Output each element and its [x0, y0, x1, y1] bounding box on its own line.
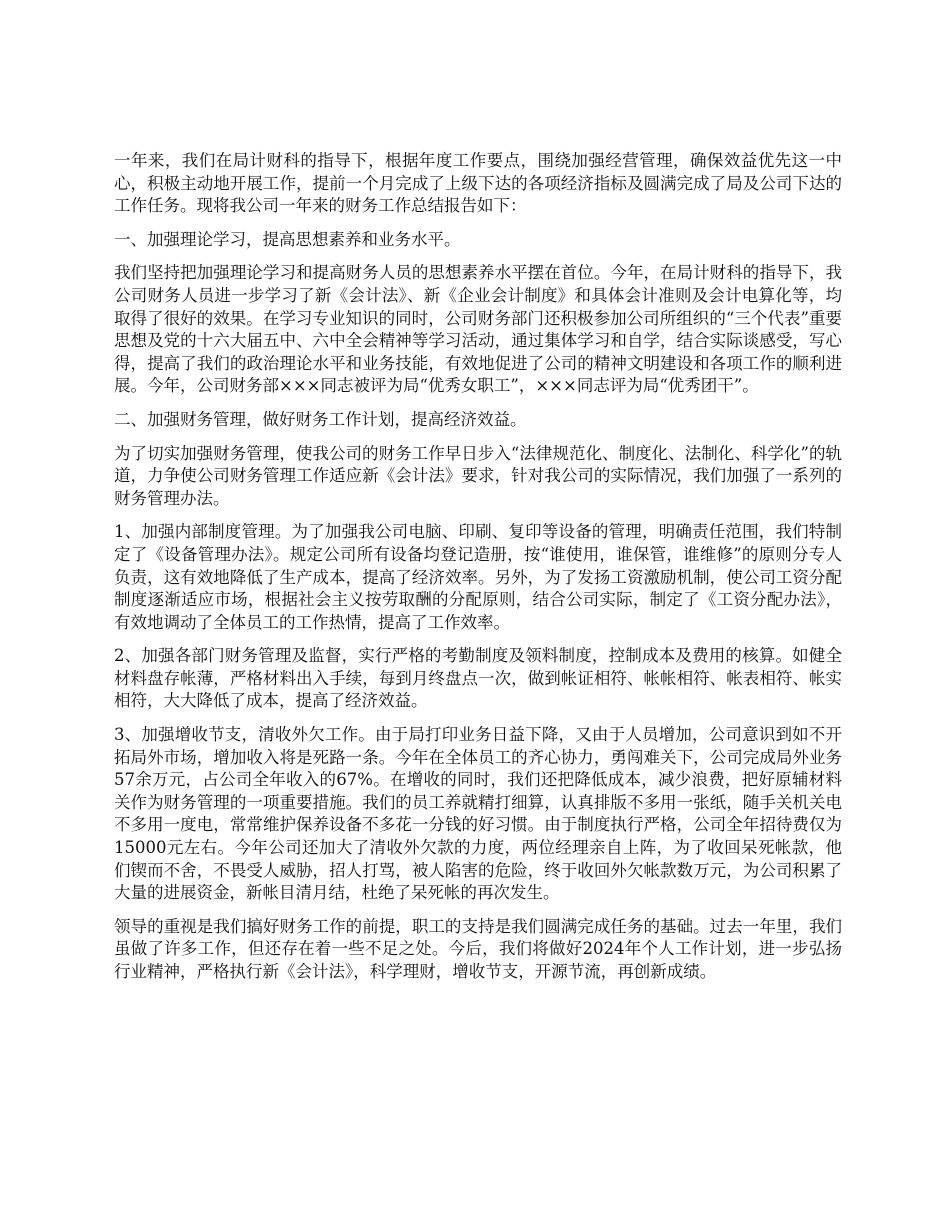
item-3-paragraph: 3、加强增收节支，清收外欠工作。由于局打印业务日益下降，又由于人员增加，公司意识到如不开拓局外市场，增加收入将是死路一条。今年在全体员工的齐心协力，勇闯难关下，公司完成局外业务57余万元，占公司全年收入的67%。在增收的同时，我们还把降低成本，减少浪费，把好原辅材料关作为财务管理的一项重要措施。我们的员工养就精打细算，认真排版不多用一张纸，随手关机关电不多用一度电，常常维护保养设备不多花一分钱的好习惯。由于制度执行严格，公司全年招待费仅为15000元左右。今年公司还加大了清收外欠款的力度，两位经理亲自上阵，为了收回呆死帐款，他们锲而不舍，不畏受人威胁，招人打骂，被人陷害的危险，终于收回外欠帐款数万元，为公司积累了大量的进展资金，新帐目清月结，杜绝了呆死帐的再次发生。 [114, 725, 842, 903]
item-2-paragraph: 2、加强各部门财务管理及监督，实行严格的考勤制度及领料制度，控制成本及费用的核算。如健全材料盘存帐薄，严格材料出入手续，每到月终盘点一次，做到帐证相符、帐帐相符、帐表相符、帐实相符，大大降低了成本，提高了经济效益。 [114, 646, 842, 711]
intro-paragraph: 一年来，我们在局计财科的指导下，根据年度工作要点，围绕加强经营管理，确保效益优先这一中心，积极主动地开展工作，提前一个月完成了上级下达的各项经济指标及圆满完成了局及公司下达的工作任务。现将我公司一年来的财务工作总结报告如下： [114, 151, 842, 216]
section-heading-1: 一、加强理论学习，提高思想素养和业务水平。 [114, 229, 461, 249]
section-1-paragraph: 我们坚持把加强理论学习和提高财务人员的思想素养水平摆在首位。今年，在局计财科的指导下，我公司财务人员进一步学习了新《会计法》、新《企业会计制度》和具体会计准则及会计电算化等，均取得了很好的效果。在学习专业知识的同时，公司财务部门还积极参加公司所组织的“三个代表”重要思想及党的十六大届五中、六中全会精神等学习活动，通过集体学习和自学，结合实际谈感受，写心得，提高了我们的政治理论水平和业务技能，有效地促进了公司的精神文明建设和各项工作的顺利进展。今年，公司财务部×××同志被评为局“优秀女职工”，×××同志评为局“优秀团干”。 [114, 263, 842, 396]
section-2-intro-paragraph: 为了切实加强财务管理，使我公司的财务工作早日步入“法律规范化、制度化、法制化、科学化”的轨道，力争使公司财务管理工作适应新《会计法》要求，针对我公司的实际情况，我们加强了一系列的财务管理办法。 [114, 443, 842, 508]
item-1-paragraph: 1、加强内部制度管理。为了加强我公司电脑、印刷、复印等设备的管理，明确责任范围，我们特制定了《设备管理办法》。规定公司所有设备均登记造册，按“谁使用，谁保管，谁维修”的原则分专人负责，这有效地降低了生产成本，提高了经济效率。另外，为了发扬工资激励机制，使公司工资分配制度逐渐适应市场，根据社会主义按劳取酬的分配原则，结合公司实际，制定了《工资分配办法》，有效地调动了全体员工的工作热情，提高了工作效率。 [114, 522, 842, 632]
section-heading-2: 二、加强财务管理，做好财务工作计划，提高经济效益。 [114, 409, 527, 429]
document-body [114, 150, 842, 995]
conclusion-paragraph: 领导的重视是我们搞好财务工作的前提，职工的支持是我们圆满完成任务的基础。过去一年里，我们虽做了许多工作，但还存在着一些不足之处。今后，我们将做好2024年个人工作计划，进一步弘扬行业精神，严格执行新《会计法》，科学理财，增收节支，开源节流，再创新成绩。 [114, 916, 842, 981]
